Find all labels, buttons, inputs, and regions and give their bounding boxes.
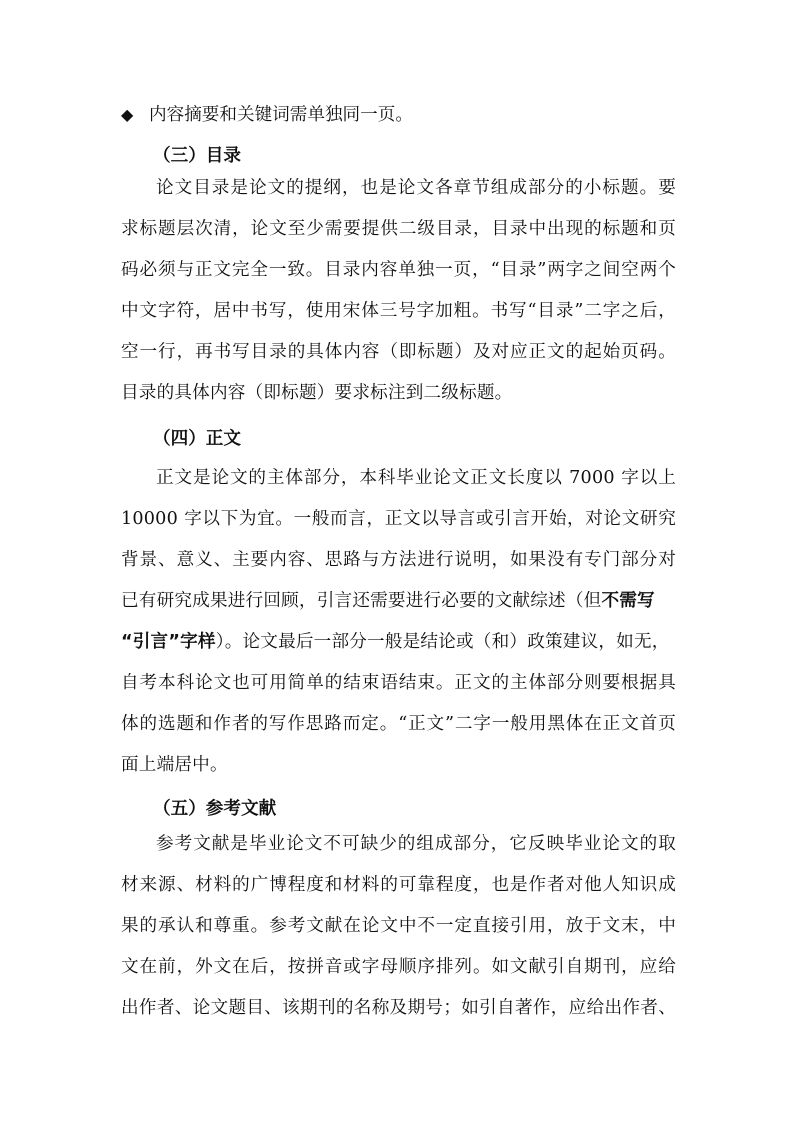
- section-heading-refs: （五）参考文献: [153, 799, 277, 819]
- bold-emphasis: “引言”字样: [121, 632, 216, 652]
- paragraph-line: 文在前，外文在后，按拼音或字母顺序排列。如文献引自期刊，应给: [121, 957, 676, 977]
- diamond-bullet-icon: ◆: [121, 105, 134, 124]
- bold-emphasis: 不需写: [601, 591, 655, 611]
- paragraph-line: 背景、意义、主要内容、思路与方法进行说明，如果没有专门部分对: [121, 550, 676, 570]
- bullet-text: 内容摘要和关键词需单独同一页。: [149, 105, 413, 125]
- paragraph-line: 论文目录是论文的提纲，也是论文各章节组成部分的小标题。要: [156, 178, 676, 198]
- paragraph-line: 目录的具体内容（即标题）要求标注到二级标题。: [121, 383, 513, 403]
- paragraph-line: 面上端居中。: [121, 755, 228, 775]
- paragraph-line: 参考文献是毕业论文不可缺少的组成部分，它反映毕业论文的取: [156, 834, 676, 854]
- paragraph-line: 中文字符，居中书写，使用宋体三号字加粗。书写“目录”二字之后，: [121, 301, 676, 321]
- paragraph-text: 已有研究成果进行回顾，引言还需要进行必要的文献综述（但: [121, 591, 602, 611]
- paragraph-line: 自考本科论文也可用简单的结束语结束。正文的主体部分则要根据具: [121, 673, 676, 693]
- paragraph-line: 求标题层次清，论文至少需要提供二级目录，目录中出现的标题和页: [121, 219, 676, 239]
- paragraph-line: 出作者、论文题目、该期刊的名称及期号；如引自著作，应给出作者、: [121, 998, 676, 1018]
- paragraph-line: 正文是论文的主体部分，本科毕业论文正文长度以 7000 字以上: [156, 468, 676, 488]
- paragraph-line: 码必须与正文完全一致。目录内容单独一页，“目录”两字之间空两个: [121, 260, 676, 280]
- paragraph-line: [121, 584, 676, 618]
- paragraph-line: 材来源、材料的广博程度和材料的可靠程度，也是作者对他人知识成: [121, 875, 676, 895]
- paragraph-line: 体的选题和作者的写作思路而定。“正文”二字一般用黑体在正文首页: [121, 714, 676, 734]
- paragraph-line: 10000 字以下为宜。一般而言，正文以导言或引言开始，对论文研究: [121, 509, 676, 529]
- paragraph-line: [121, 625, 676, 659]
- paragraph-text: ）。论文最后一部分一般是结论或（和）政策建议，如无，: [215, 632, 670, 652]
- section-heading-toc: （三）目录: [153, 146, 241, 166]
- paragraph-line: 空一行，再书写目录的具体内容（即标题）及对应正文的起始页码。: [121, 342, 676, 362]
- paragraph-line: 果的承认和尊重。参考文献在论文中不一定直接引用，放于文末，中: [121, 916, 676, 936]
- section-heading-body: （四）正文: [153, 429, 241, 449]
